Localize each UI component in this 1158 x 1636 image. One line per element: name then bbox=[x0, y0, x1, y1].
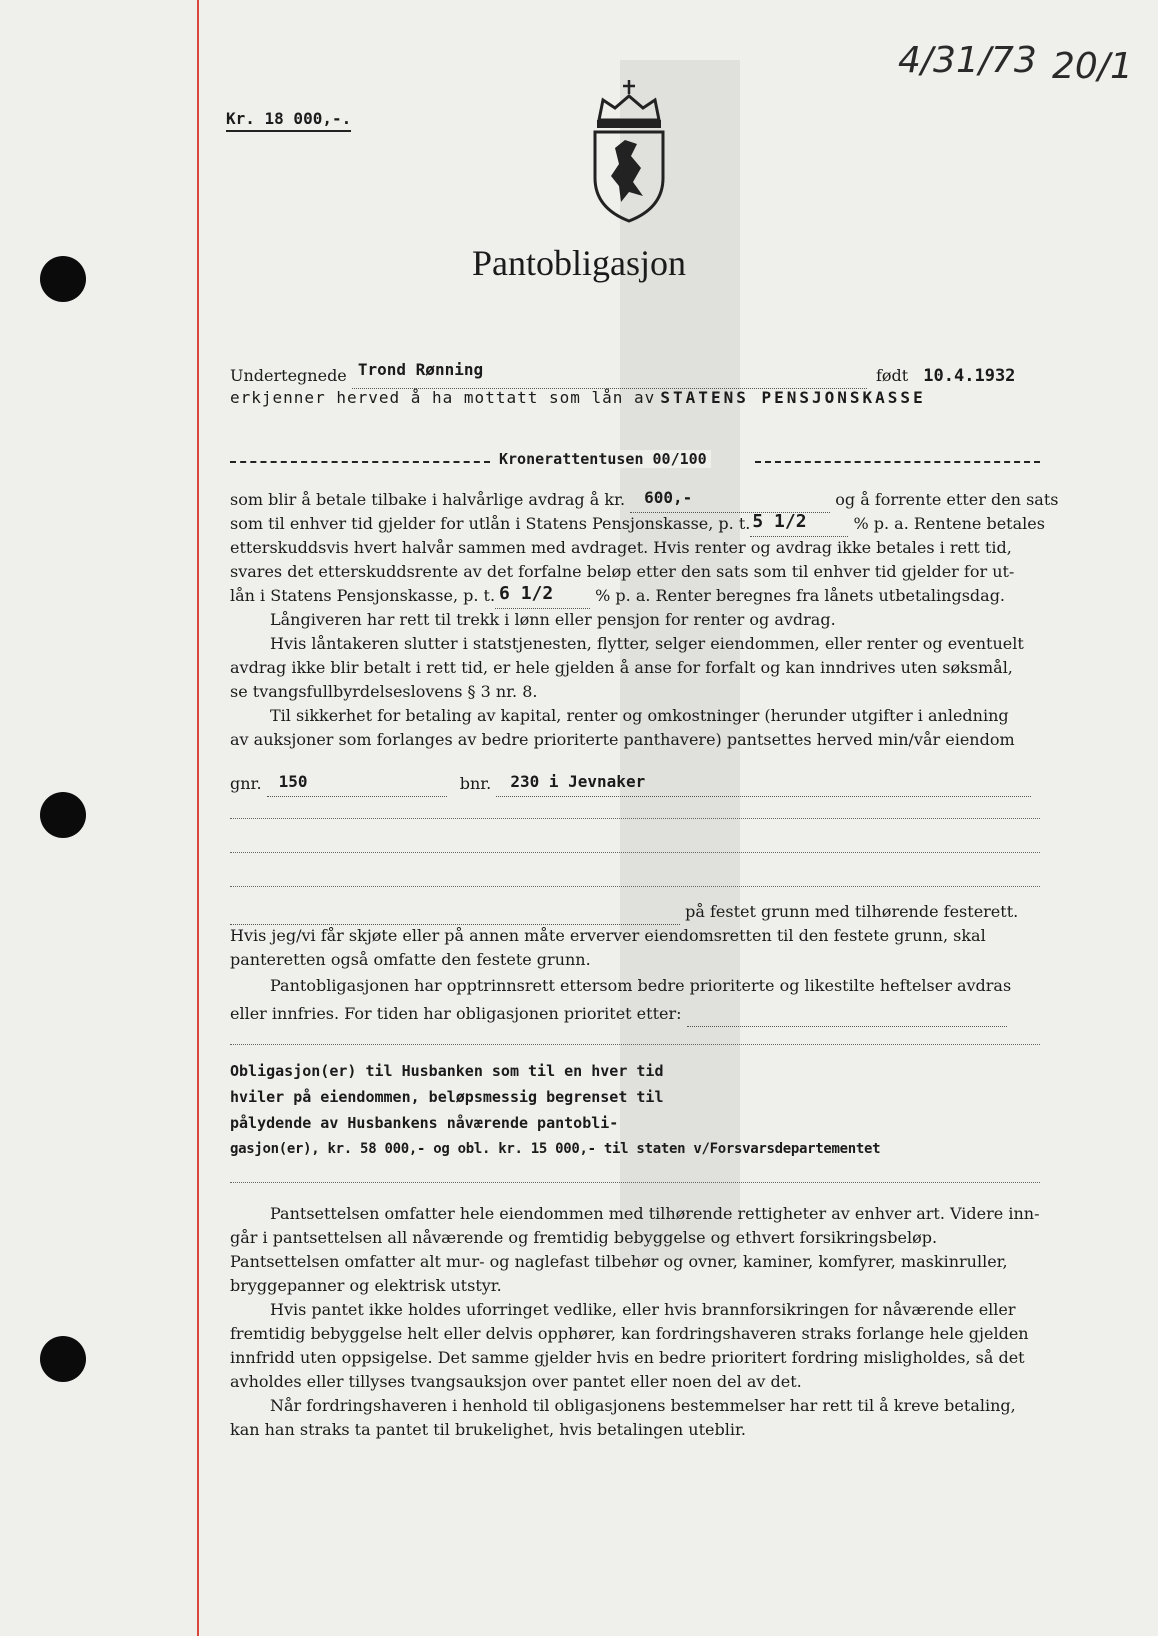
blank-line bbox=[230, 1044, 1040, 1045]
bnr-value: 230 i Jevnaker bbox=[510, 772, 646, 791]
amount-in-words: Kronerattentusen 00/100 bbox=[495, 450, 711, 468]
handwritten-reference: 4/31/73 bbox=[898, 40, 1037, 81]
punch-hole bbox=[40, 1336, 86, 1382]
installment-amount: 600,- bbox=[644, 488, 693, 507]
birth-date: 10.4.1932 bbox=[923, 366, 1016, 386]
priority-text-line: pålydende av Husbankens nåværende pantobli- bbox=[230, 1114, 619, 1132]
handwritten-folio: 20/1 bbox=[1052, 46, 1133, 87]
debtor-line: Undertegnede Trond Rønning født 10.4.1932 bbox=[230, 364, 1040, 389]
amount-header: Kr. 18 000,-. bbox=[226, 109, 351, 132]
priority-text-line: hviler på eiendommen, beløpsmessig begrenset til bbox=[230, 1088, 664, 1106]
gnr-value: 150 bbox=[278, 772, 308, 791]
blank-line bbox=[230, 886, 1040, 887]
priority-text-line: Obligasjon(er) til Husbanken som til en hver tid bbox=[230, 1062, 664, 1080]
blank-line bbox=[230, 852, 1040, 853]
amount-in-words-row bbox=[230, 450, 1040, 474]
lender-line: erkjenner herved å ha mottatt som lån av STATENS PENSJONSKASSE bbox=[230, 388, 926, 407]
interest-rate: 5 1/2 bbox=[752, 511, 807, 532]
blank-line bbox=[230, 1182, 1040, 1183]
penalty-rate: 6 1/2 bbox=[499, 583, 554, 604]
document-title: Pantobligasjon bbox=[472, 243, 686, 283]
blank-line bbox=[230, 818, 1040, 819]
debtor-name: Trond Rønning bbox=[357, 360, 484, 379]
lender-name: STATENS PENSJONSKASSE bbox=[660, 388, 926, 407]
document-page: Kr. 18 000,-. 4/31/73 20/1 Pantobligasjon Undertegnede Trond Rønning født 10.4.1932 erkjenner herved å ha mottatt som lån av STATENS PENSJONSKASSE Kronerattentusen 00/100 som blir å betale tilbake i halvårlige avdrag å kr. 600,- og å forrente etter den sats som til enhver tid gjelder for utlån i Statens Pensjonskasse, p. t. 5 1/2 % p. a. Rentene betales etterskuddsvis hvert halvår sammen med avdraget. Hvis renter og avdrag ikke betales i rett tid, svares det etterskuddsrente av det forfalne beløp etter den sats som til enhver tid gjelder for ut- lån i Statens Pensjonskasse, p. t. 6 1/2 % p. a. Renter beregnes fra lånets utbetalingsdag. Långiveren har rett til trekk i lønn eller pensjon for renter og avdrag. Hvis låntakeren slutter i statstjenesten, flytter, selger eiendommen, eller renter og eventuelt avdrag ikke blir betalt i rett tid, er hele gjelden å anse for forfalt og kan inndrives uten søksmål, se tvangsfullbyrdelseslovens § 3 nr. 8. Til sikkerhet for betaling av kapital, renter og omkostninger (herunder utgifter i anledning av auksjoner som forlanges av bedre prioriterte panthavere) pantsettes herved min/vår eiendom gnr. 150 bnr. 230 i Jevnaker på festet grunn med tilhørende festerett. Hvis jeg/vi får skjøte eller på annen måte erverver eiendomsretten til den festete grunn, skal panteretten også omfatte den festete grunn. Pantobligasjonen har opptrinnsrett ettersom bedre prioriterte og likestilte heftelser avdras eller innfries. For tiden har obligasjonen prioritet etter: Obligasjon(er) til Husbanken som til en hver tid hviler på eiendommen, beløpsmessig begrenset til pålydende av Husbankens nåværende pantobli- gasjon(er), kr. 58 000,- og obl. kr. 15 000,- til staten v/Forsvarsdepartementet Pantsettelsen omfatter hele eiendommen med tilhørende rettigheter av enhver art. Videre inn- går i pantsettelsen all nåværende og fremtidig bebyggelse og ethvert forsikringsbeløp. Pantsettelsen omfatter alt mur- og naglefast tilbehør og ovner, kaminer, komfyrer, maskinruller, bryggepanner og elektrisk utstyr. Hvis pantet ikke holdes uforringet vedlike, eller hvis brannforsikringen for nåværende eller fremtidig bebyggelse helt eller delvis opphører, kan fordringshaveren straks forlange hele gjelden innfridd uten oppsigelse. Det samme gjelder hvis en bedre prioritert fordring misligholdes, så det avholdes eller tillyses tvangsauksjon over pantet eller noen del av det. Når fordringshaveren i henhold til obligasjonens bestemmelser har rett til å kreve betaling, kan han straks ta pantet til brukelighet, hvis betalingen uteblir. bbox=[0, 0, 1158, 1636]
priority-text-line: gasjon(er), kr. 58 000,- og obl. kr. 15 000,- til staten v/Forsvarsdepartementet bbox=[230, 1141, 881, 1157]
coat-of-arms-icon bbox=[585, 78, 673, 223]
property-line: gnr. 150 bnr. 230 i Jevnaker bbox=[230, 772, 1040, 797]
punch-hole bbox=[40, 792, 86, 838]
